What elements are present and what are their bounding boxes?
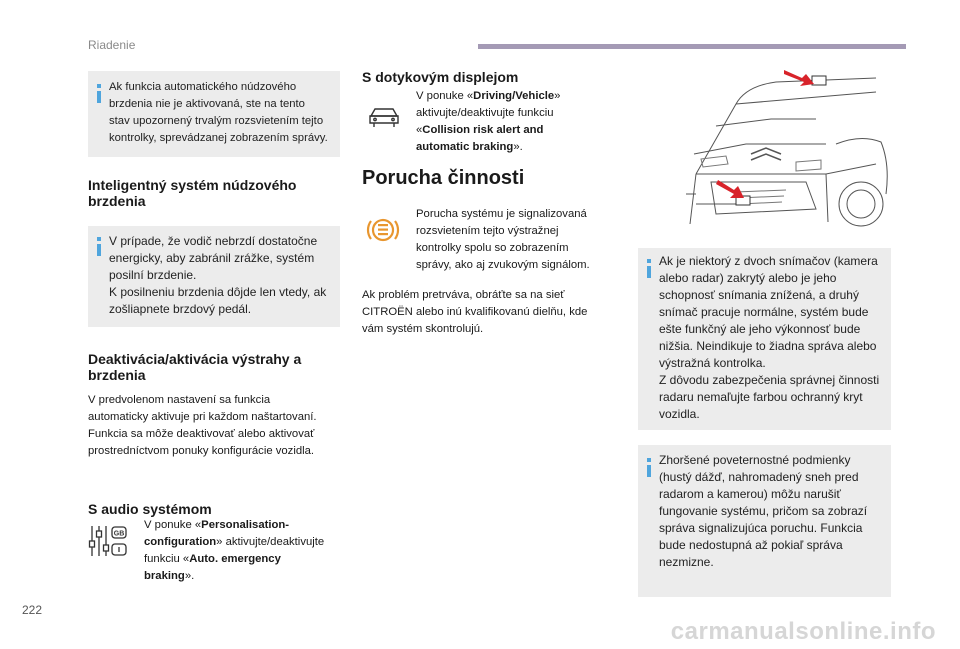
heading-aeb: Inteligentný systém núdzového brzdenia [88, 177, 297, 209]
note-marker-icon [97, 237, 101, 241]
fault-description: Porucha systému je signalizovaná rozsvietením tejto výstražnej kontrolky spolu so zobrazením správy, ako aj zvukovým signálom. [416, 208, 590, 271]
note-text: Ak je niektorý z dvoch snímačov (kamera alebo radar) zakrytý alebo je jeho schopnosť snímania znížená, a druhý snímač pracuje normálne, systém bude ešte funkčný ale jeho výkonnosť bude nižšia. Neindikuje to žiadna správa alebo výstražná kontrolka. Z dôvodu zabezpečenia správnej činnosti radaru nemaľujte farbou ochranný kryt vozidla. [659, 254, 880, 421]
brake-fault-warning-icon [365, 212, 401, 248]
note-marker-icon [647, 259, 651, 263]
note-marker-icon [647, 458, 651, 462]
note-text: Zhoršené poveternostné podmienky (hustý dážď, nahromadený sneh pred radarom a kamerou) môžu narušiť fungovanie systému, pričom sa zobrazí správa signalizujúca poruchu. Funkcia bude nedostupná až pokiaľ správa nezmizne. [659, 453, 868, 569]
note-brake-assist [88, 226, 340, 327]
page-number: 222 [22, 603, 43, 617]
note-weather-conditions [638, 445, 891, 597]
note-text: Ak funkcia automatického núdzového brzdenia nie je aktivovaná, ste na tento stav upozornený trvalým rozsvietením tejto kontrolky, sprevádzanej zobrazením správy. [109, 81, 328, 144]
header-accent-bar [478, 44, 906, 49]
svg-text:GB: GB [113, 530, 125, 538]
heading-fault: Porucha činnosti [362, 167, 525, 189]
section-title: Riadenie [88, 38, 136, 52]
heading-touchscreen: S dotykovým displejom [362, 69, 519, 85]
note-aeb-deactivated [88, 71, 340, 157]
touchscreen-car-icon [368, 106, 400, 128]
watermark: carmanualsonline.info [670, 618, 936, 645]
audio-instructions: V ponuke «Personalisation- configuration» aktivujte/deaktivujte funkciu «Auto. emergency braking». [144, 519, 325, 582]
note-marker-icon [97, 84, 101, 88]
heading-deactivation: Deaktivácia/aktivácia výstrahy a brzdenia [88, 351, 302, 383]
touchscreen-instructions: V ponuke «Driving/Vehicle» aktivujte/deaktivujte funkciu «Collision risk alert and automatic braking». [416, 90, 561, 153]
deactivation-text: V predvolenom nastavení sa funkcia automaticky aktivuje pri každom naštartovaní. Funkcia sa môže deaktivovať alebo aktivovať prostredníctvom ponuky konfigurácie vozidla. [88, 394, 317, 457]
vehicle-sensor-illustration [676, 64, 892, 242]
radio-gb-settings-icon [88, 523, 128, 559]
note-text: V prípade, že vodič nebrzdí dostatočne energicky, aby zabránil zrážke, systém posilní brzdenie. K posilneniu brzdenia dôjde len vtedy, ak zošliapnete brzdový pedál. [109, 234, 327, 316]
note-sensor-obstructed [638, 248, 891, 430]
fault-contact-text: Ak problém pretrváva, obráťte sa na sieť CITROËN alebo inú kvalifikovanú dielňu, kde vám systém skontrolujú. [362, 289, 588, 335]
heading-audio: S audio systémom [88, 501, 212, 517]
